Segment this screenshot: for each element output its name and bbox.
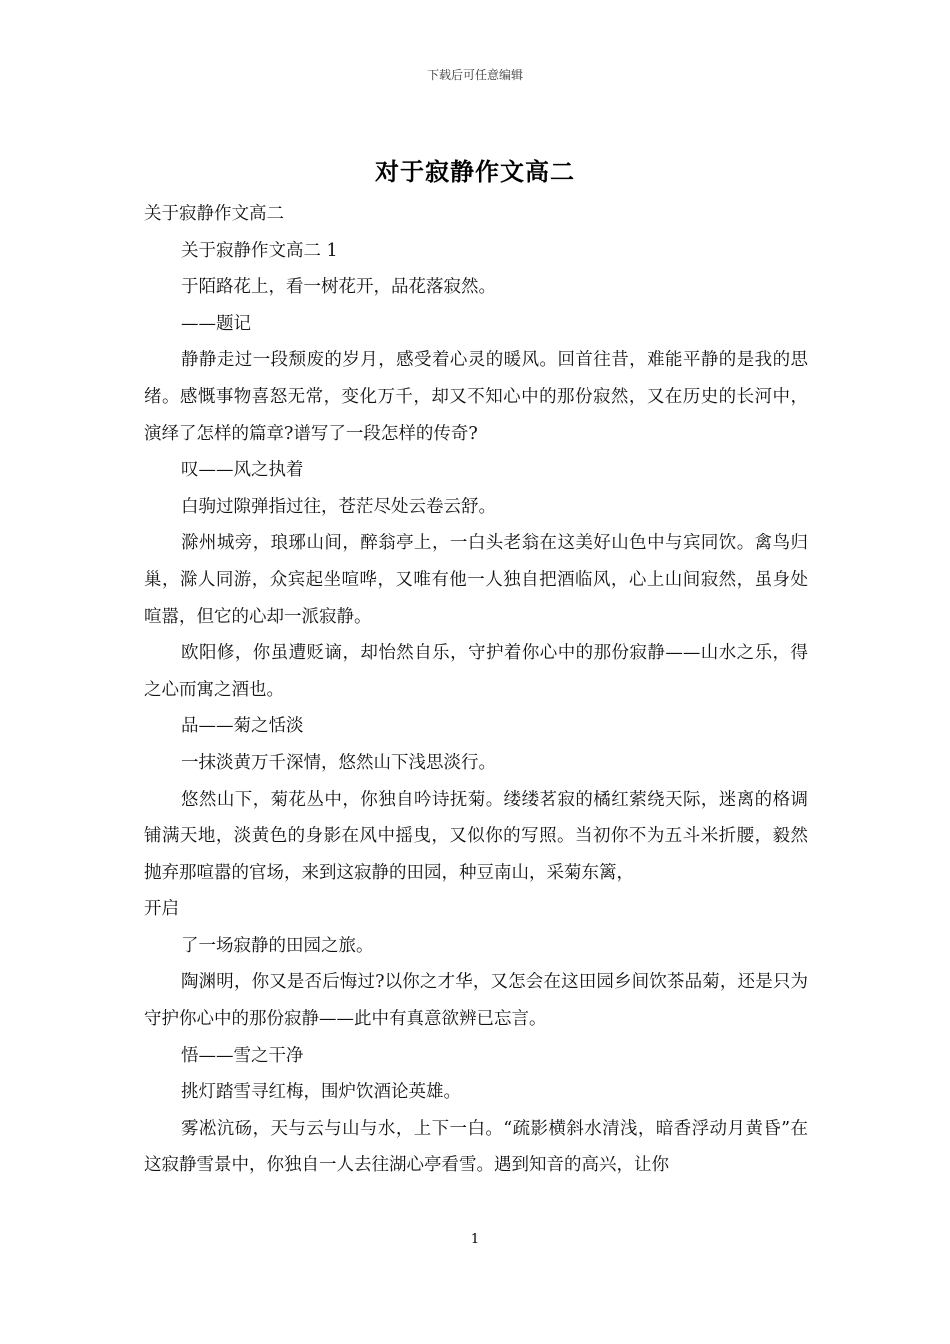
paragraph: 欧阳修，你虽遭贬谪，却怡然自乐，守护着你心中的那份寂静——山水之乐，得之心而寓之酒也。 [144,643,808,700]
header-note: 下载后可任意编辑 [426,68,523,82]
page-number: 1 [470,1232,480,1247]
paragraph: 滁州城旁，琅琊山间，醉翁亭上，一白头老翁在这美好山色中与宾同饮。禽鸟归巢，滁人同游，众宾起坐喧哗，又唯有他一人独自把酒临风，心上山间寂然，虽身处喧嚣，但它的心却一派寂静。 [144,533,808,627]
paragraph: 悠然山下，菊花丛中，你独自吟诗抚菊。缕缕茗寂的橘红萦绕天际，迷离的格调铺满天地，淡黄色的身影在风中摇曳，又似你的写照。当初你不为五斗米折腰，毅然抛弃那喧嚣的官场，来到这寂静的田园，种豆南山，采菊东篱， [144,789,808,883]
paragraph: 挑灯踏雪寻红梅，围炉饮酒论英雄。 [181,1082,461,1103]
document-body [144,196,808,1184]
paragraph: 关于寂静作文高二 [144,204,284,224]
paragraph: 雾凇沆砀，天与云与山与水，上下一白。“疏影横斜水清浅，暗香浮动月黄昏”在这寂静雪景中，你独自一人去往湖心亭看雪。遇到知音的高兴，让你 [144,1118,808,1176]
paragraph: 了一场寂静的田园之旅。 [181,935,374,956]
paragraph: ——题记 [181,313,251,334]
paragraph: 叹——风之执着 [181,460,304,481]
paragraph: 于陌路花上，看一树花开，品花落寂然。 [181,277,496,298]
paragraph: 白驹过隙弹指过往，苍茫尽处云卷云舒。 [181,496,496,517]
paragraph: 品——菊之恬淡 [181,716,304,737]
document-title: 对于寂静作文高二 [375,157,575,186]
paragraph: 一抹淡黄万千深情，悠然山下浅思淡行。 [181,752,496,773]
paragraph: 陶渊明，你又是否后悔过?以你之才华，又怎会在这田园乡间饮茶品菊，还是只为守护你心中的那份寂静——此中有真意欲辨已忘言。 [144,972,808,1030]
paragraph: 关于寂静作文高二 1 [181,240,338,261]
paragraph: 开启 [144,899,179,920]
paragraph: 静静走过一段颓废的岁月，感受着心灵的暖风。回首往昔，难能平静的是我的思绪。感慨事物喜怒无常，变化万千，却又不知心中的那份寂然，又在历史的长河中，演绎了怎样的篇章?谱写了一段怎样的传奇? [144,350,808,444]
paragraph: 悟——雪之干净 [181,1045,304,1066]
